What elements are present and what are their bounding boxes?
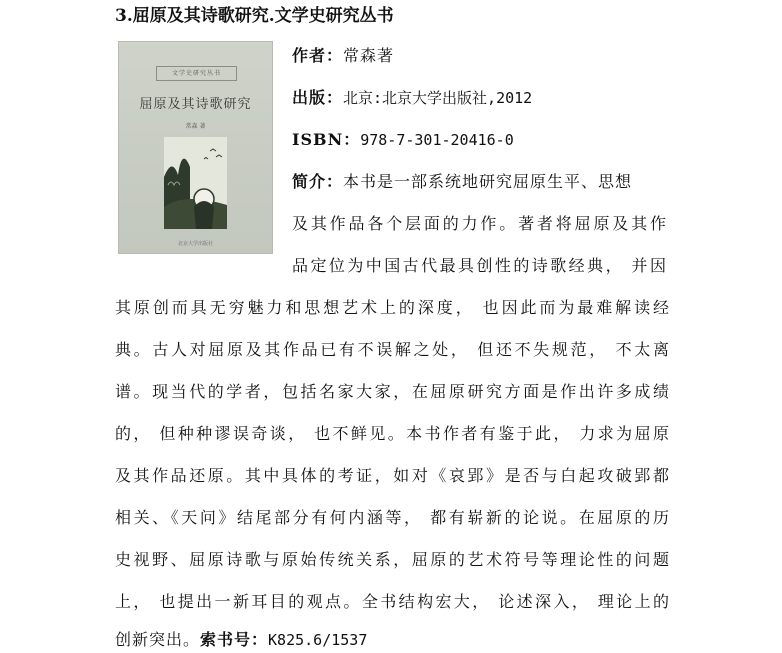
summary-ending: 创新突出。 <box>115 630 201 649</box>
summary-line-9: 相关、《天问》结尾部分有何内涵等， 都有崭新的论说。在屈原的历 <box>115 508 670 527</box>
summary-line-12 <box>115 628 367 652</box>
author-value: 常森著 <box>343 46 395 65</box>
cover-series-label: 文学史研究丛书 <box>156 66 237 81</box>
author-line <box>292 44 394 68</box>
author-label: 作者： <box>292 46 344 65</box>
summary-line-1 <box>292 170 632 194</box>
summary-line-3: 品定位为中国古代最具创性的诗歌经典， 并因 <box>292 256 667 275</box>
book-cover-image <box>118 41 273 254</box>
summary-line-6: 谱。现当代的学者，包括名家大家，在屈原研究方面是作出许多成绩 <box>115 382 670 401</box>
cover-author: 常森 著 <box>185 123 206 130</box>
cover-title: 屈原及其诗歌研究 <box>139 97 252 112</box>
entry-heading: 3.屈原及其诗歌研究.文学史研究丛书 <box>115 6 394 26</box>
publisher-line <box>292 86 532 110</box>
summary-text: 本书是一部系统地研究屈原生平、思想 <box>343 172 633 191</box>
summary-line-11: 上， 也提出一新耳目的观点。全书结构宏大， 论述深入， 理论上的 <box>115 592 670 611</box>
summary-line-8: 及其作品还原。其中具体的考证，如对《哀郢》是否与白起攻破郢都 <box>115 466 670 485</box>
publisher-label: 出版： <box>292 88 344 107</box>
cover-publisher: 北京大学出版社 <box>177 241 213 247</box>
isbn-value: 978-7-301-20416-0 <box>360 131 514 149</box>
isbn-line <box>292 128 514 152</box>
cover-illustration <box>164 137 227 229</box>
summary-line-5: 典。古人对屈原及其作品已有不误解之处， 但还不失规范， 不太离 <box>115 340 670 359</box>
summary-label: 简介： <box>292 172 344 191</box>
call-number-value: K825.6/1537 <box>268 631 368 649</box>
summary-line-4: 其原创而具无穷魅力和思想艺术上的深度， 也因此而为最难解读经 <box>115 298 670 317</box>
isbn-label: ISBN： <box>292 130 361 149</box>
summary-line-10: 史视野、屈原诗歌与原始传统关系，屈原的艺术符号等理论性的问题 <box>115 550 670 569</box>
summary-line-2: 及其作品各个层面的力作。著者将屈原及其作 <box>292 214 667 233</box>
publisher-value: 北京:北京大学出版社,2012 <box>343 89 533 107</box>
call-number-label: 索书号： <box>200 630 269 649</box>
summary-line-7: 的， 但种种谬误奇谈， 也不鲜见。本书作者有鉴于此， 力求为屈原 <box>115 424 670 443</box>
